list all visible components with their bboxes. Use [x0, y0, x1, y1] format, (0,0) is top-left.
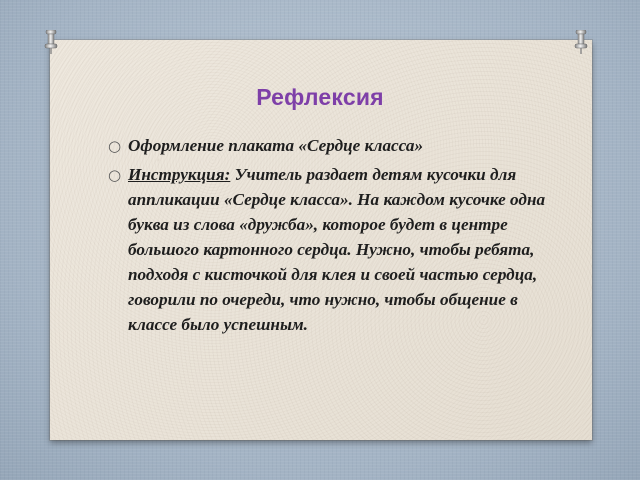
pushpin-icon — [574, 30, 588, 54]
instruction-label: Инструкция: — [128, 165, 231, 184]
instruction-text: Учитель раздает детям кусочки для аппликации «Сердце класса». На каждом кусочке одна буква из слова «дружба», которое будет в центре большого картонного сердца. Нужно, чтобы ребята, подходя с кисточкой для клея и своей частью сердца, говорили по очереди, что нужно, чтобы общение в классе было успешным. — [128, 165, 546, 334]
bullet-list — [108, 133, 548, 341]
circle-outline-icon: ○ — [108, 137, 122, 155]
circle-outline-icon: ○ — [108, 166, 122, 184]
bullet-text: Оформление плаката «Сердце класса» — [128, 136, 424, 155]
bullet-item-poster — [108, 133, 548, 158]
slide-title: Рефлексия — [256, 84, 384, 110]
pushpin-icon — [44, 30, 58, 54]
bullet-item-instruction — [108, 162, 548, 337]
